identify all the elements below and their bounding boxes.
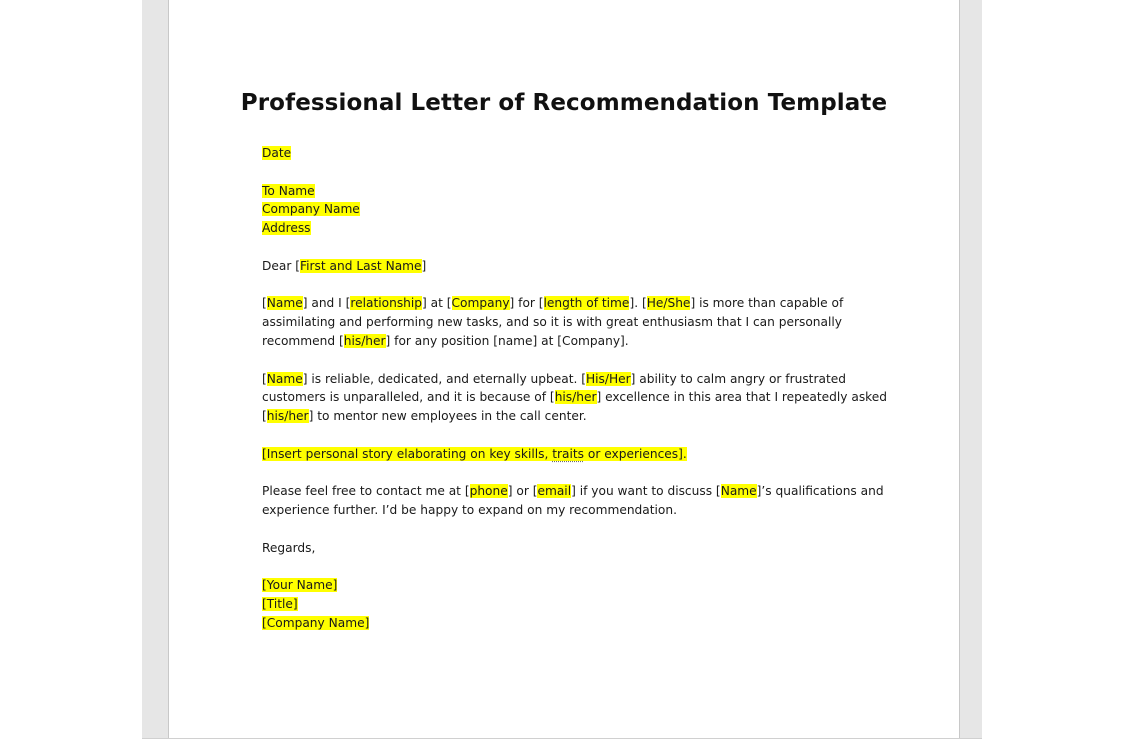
text-run: ] if you want to discuss [ <box>571 484 721 499</box>
paragraph4-line1 <box>262 482 884 501</box>
text-run: ] or [ <box>507 484 538 499</box>
paragraph1-line1 <box>262 294 862 313</box>
pronoun-placeholder[interactable]: His/Her <box>585 371 631 386</box>
recipient-name-placeholder[interactable]: To Name <box>262 183 315 198</box>
text-run: ] for [ <box>509 296 544 311</box>
text-run: ] for any position [name] at [Company]. <box>385 333 629 348</box>
paragraph4-line2 <box>262 501 862 520</box>
text-run: customers is unparalleled, and it is because of [ <box>262 390 555 405</box>
text-run: recommend [ <box>262 333 344 348</box>
text-run: ] at [ <box>422 296 452 311</box>
name-placeholder[interactable]: Name <box>266 296 303 311</box>
name-placeholder[interactable]: Name <box>720 484 757 499</box>
recipient-company-placeholder[interactable]: Company Name <box>262 202 360 217</box>
date-line <box>262 144 862 163</box>
recipient-address-placeholder[interactable]: Address <box>262 221 311 236</box>
spellcheck-word[interactable]: traits <box>552 446 585 461</box>
paragraph1-line3 <box>262 332 862 351</box>
text-run: ] and I [ <box>302 296 351 311</box>
paragraph2-line1 <box>262 370 862 389</box>
text-run: [ <box>262 409 267 424</box>
text-run: assimilating and performing new tasks, and so it is with great enthusiasm that I can personally <box>262 315 842 330</box>
signature-name-line <box>262 576 862 595</box>
letter-body <box>262 144 888 633</box>
date-placeholder[interactable]: Date <box>262 146 292 160</box>
pronoun-placeholder[interactable]: his/her <box>554 390 597 405</box>
paragraph2-line3 <box>262 407 862 426</box>
text-run: ]. [ <box>629 296 647 311</box>
signature-company-placeholder[interactable]: [Company Name] <box>262 615 370 630</box>
pronoun-placeholder[interactable]: He/She <box>646 296 691 311</box>
signature-title-line <box>262 595 862 614</box>
paragraph1-line2 <box>262 313 862 332</box>
signature-name-placeholder[interactable]: [Your Name] <box>262 578 338 593</box>
pronoun-placeholder[interactable]: his/her <box>343 333 386 348</box>
personal-story-placeholder[interactable] <box>262 447 687 461</box>
relationship-placeholder[interactable]: relationship <box>350 296 423 311</box>
salutation-prefix: Dear [ <box>262 258 300 273</box>
closing-text: Regards, <box>262 540 316 555</box>
email-placeholder[interactable]: email <box>537 484 572 499</box>
pronoun-placeholder[interactable]: his/her <box>266 409 309 424</box>
phone-placeholder[interactable]: phone <box>469 484 508 499</box>
text-run: [ <box>262 296 267 311</box>
salutation-line <box>262 257 862 276</box>
recipient-company-line <box>262 200 862 219</box>
text-run: ]’s qualifications and <box>756 484 884 499</box>
signature-company-line <box>262 614 862 633</box>
paragraph3-line1 <box>262 445 862 464</box>
text-run: [Insert personal story elaborating on key skills, <box>262 446 553 461</box>
closing-line <box>262 539 862 558</box>
salutation-suffix: ] <box>421 258 427 273</box>
company-placeholder[interactable]: Company <box>451 296 510 311</box>
document-page <box>168 0 960 738</box>
length-of-time-placeholder[interactable]: length of time <box>543 296 630 311</box>
recipient-address-line <box>262 219 862 238</box>
text-run: or experiences]. <box>584 446 687 461</box>
name-placeholder[interactable]: Name <box>266 371 303 386</box>
signature-title-placeholder[interactable]: [Title] <box>262 597 298 612</box>
text-run: ] is reliable, dedicated, and eternally upbeat. [ <box>302 371 586 386</box>
text-run: ] is more than capable of <box>690 296 844 311</box>
text-run: [ <box>262 371 267 386</box>
text-run: ] ability to calm angry or frustrated <box>630 371 846 386</box>
text-run: ] to mentor new employees in the call center. <box>308 409 587 424</box>
text-run: experience further. I’d be happy to expand on my recommendation. <box>262 503 677 518</box>
document-title: Professional Letter of Recommendation Template <box>240 90 888 116</box>
text-run: Please feel free to contact me at [ <box>262 484 470 499</box>
paragraph2-line2 <box>262 388 888 407</box>
salutation-name-placeholder[interactable]: First and Last Name <box>300 258 422 273</box>
text-run: ] excellence in this area that I repeatedly asked <box>596 390 888 405</box>
recipient-name-line <box>262 182 862 201</box>
